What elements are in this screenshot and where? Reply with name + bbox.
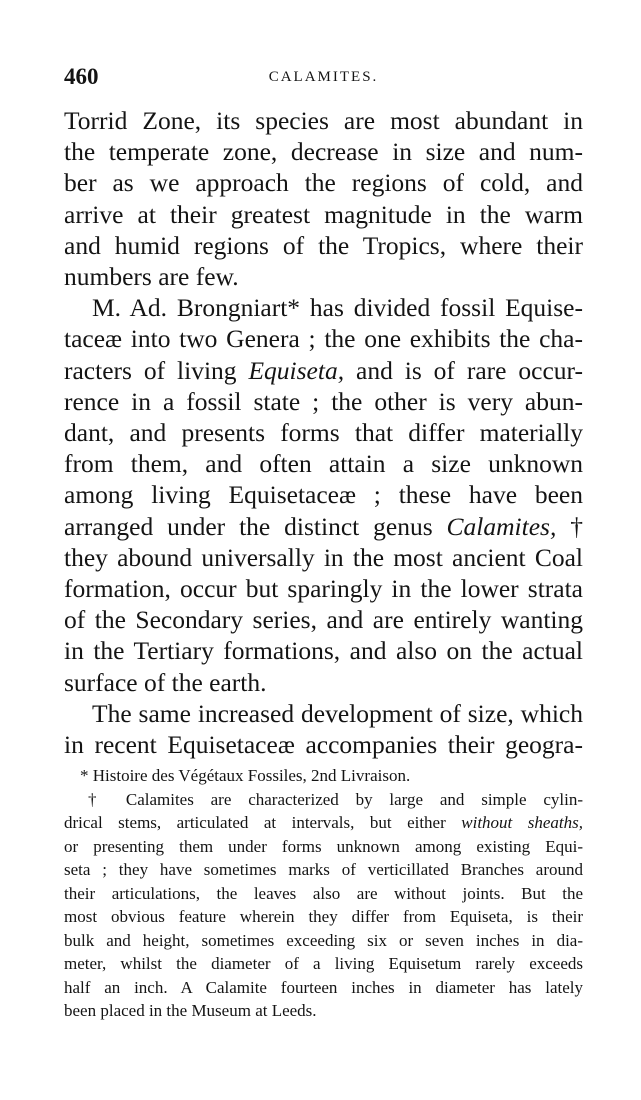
footnote-line <box>64 811 583 835</box>
text-line: numbers are few. <box>64 262 239 292</box>
text-line: from them, and often attain a size unknown <box>64 449 583 479</box>
footnote-line: seta ; they have sometimes marks of verticillated Branches around <box>64 860 583 879</box>
body-text <box>64 105 583 760</box>
text-segment: racters of living <box>64 355 237 385</box>
footnote-line: their articulations, the leaves also are without joints. But the <box>64 883 583 903</box>
text-line: rence in a fossil state ; the other is very abun- <box>64 386 583 416</box>
text-line: among living Equisetaceæ ; these have been <box>64 480 583 510</box>
text-line: of the Secondary series, and are entirely wanting <box>64 605 583 635</box>
text-line <box>64 355 583 386</box>
footnote-line: meter, whilst the diameter of a living Equisetum rarely exceeds <box>64 954 583 973</box>
italic-term: without sheaths, <box>461 813 584 832</box>
italic-term: Equiseta, <box>248 355 345 385</box>
running-head: CALAMITES. <box>268 69 379 85</box>
text-line <box>64 511 583 542</box>
footnote-line: bulk and height, sometimes exceeding six or seven inches in dia- <box>64 930 583 950</box>
footnotes <box>64 764 583 1023</box>
text-line: taceæ into two Genera ; the one exhibits the cha- <box>64 324 583 354</box>
footnote-line: or presenting them under forms unknown among existing Equi- <box>64 836 583 856</box>
footnote-line: been placed in the Museum at Leeds. <box>64 1001 317 1020</box>
footnote-line: half an inch. A Calamite fourteen inches in diameter has lately <box>64 977 583 997</box>
page-number: 460 <box>64 64 99 89</box>
footnote-line: † Calamites are characterized by large and simple cylin- <box>88 789 583 809</box>
footnote-mark: † <box>570 511 584 541</box>
text-line: surface of the earth. <box>64 667 267 697</box>
text-line: arrive at their greatest magnitude in the warm <box>64 199 583 229</box>
text-line: ber as we approach the regions of cold, and <box>64 168 583 198</box>
text-line: formation, occur but sparingly in the lower strata <box>64 574 583 604</box>
text-line: and humid regions of the Tropics, where their <box>64 230 583 260</box>
footnote-line: * Histoire des Végétaux Fossiles, 2nd Livraison. <box>80 766 411 785</box>
italic-term: Calamites, <box>446 511 557 541</box>
text-line: in the Tertiary formations, and also on the actual <box>64 636 583 666</box>
text-segment: arranged under the distinct genus <box>64 511 433 541</box>
page-header <box>64 60 583 94</box>
text-line: Torrid Zone, its species are most abundant in <box>64 106 583 135</box>
text-line: M. Ad. Brongniart* has divided fossil Equise- <box>92 293 583 323</box>
text-line: The same increased development of size, which <box>92 698 583 728</box>
footnote-line: most obvious feature wherein they differ from Equiseta, is their <box>64 907 583 926</box>
text-segment: and is of rare occur- <box>356 355 583 385</box>
text-segment: drical stems, articulated at intervals, but either <box>64 813 446 832</box>
text-line: they abound universally in the most ancient Coal <box>64 542 583 572</box>
text-line: in recent Equisetaceæ accompanies their geogra- <box>64 730 583 760</box>
text-line: the temperate zone, decrease in size and num- <box>64 137 583 167</box>
text-line: dant, and presents forms that differ materially <box>64 418 583 448</box>
